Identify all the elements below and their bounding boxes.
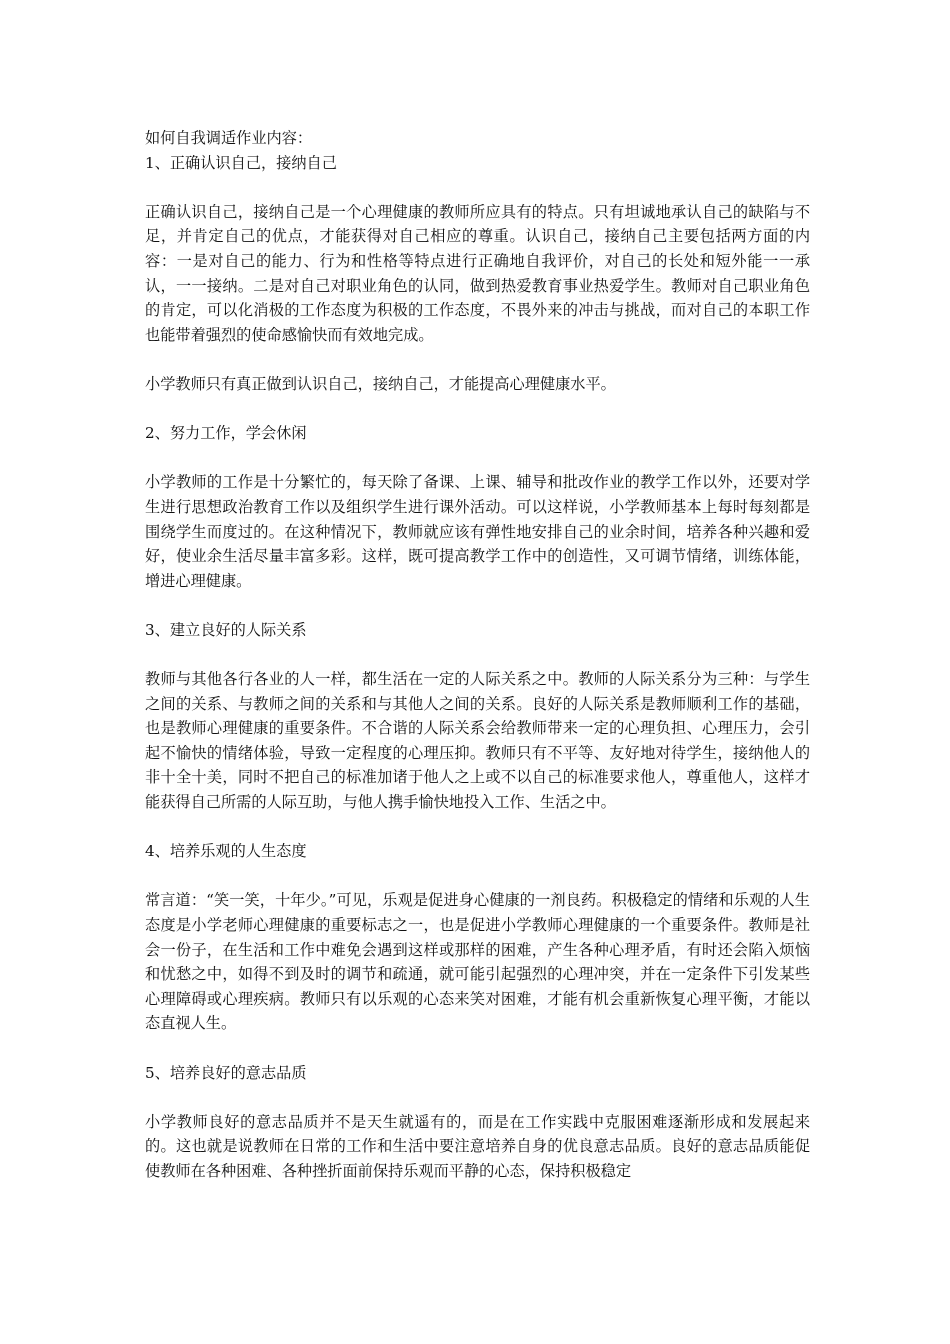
section-5-heading: 5、培养良好的意志品质 (145, 1063, 307, 1082)
blank-line (145, 397, 810, 422)
section-1-paragraph-1: 正确认识自己，接纳自己是一个心理健康的教师所应具有的特点。只有坦诚地承认自己的缺陷与不足，并肯定自己的优点，才能获得对自己相应的尊重。认识自己，接纳自己主要包括两方面的内容：一是对自己的能力、行为和性格等特点进行正确地自我评价，对自己的长处和短外能一一承认，一一接纳。二是对自己对职业角色的认同，做到热爱教育事业热爱学生。教师对自己职业角色的肯定，可以化消极的工作态度为积极的工作态度，不畏外来的冲击与挑战，而对自己的本职工作也能带着强烈的使命感愉快而有效地完成。 (145, 202, 810, 344)
section-2-heading: 2、努力工作，学会休闲 (145, 424, 307, 443)
blank-line (145, 815, 810, 840)
section-4-heading: 4、培养乐观的人生态度 (145, 842, 307, 861)
document-title: 如何自我调适作业内容： (145, 129, 313, 147)
section-3-heading: 3、建立良好的人际关系 (145, 620, 307, 639)
blank-line (145, 446, 810, 471)
document-body (145, 126, 810, 1184)
section-3-paragraph-1: 教师与其他各行各业的人一样，都生活在一定的人际关系之中。教师的人际关系分为三种：与学生之间的关系、与教师之间的关系和与其他人之间的关系。良好的人际关系是教师顺利工作的基础，也是教师心理健康的重要条件。不合谐的人际关系会给教师带来一定的心理负担、心理压力，会引起不愉快的情绪体验，导致一定程度的心理压抑。教师只有不平等、友好地对待学生，接纳他人的非十全十美，同时不把自己的标准加诸于他人之上或不以自己的标准要求他人，尊重他人，这样才能获得自己所需的人际互助，与他人携手愉快地投入工作、生活之中。 (145, 670, 810, 812)
section-1-heading: 1、正确认识自己，接纳自己 (145, 153, 337, 172)
blank-line (145, 642, 810, 667)
section-2-paragraph-1: 小学教师的工作是十分繁忙的，每天除了备课、上课、辅导和批改作业的教学工作以外，还要对学生进行思想政治教育工作以及组织学生进行课外活动。可以这样说，小学教师基本上每时每刻都是围绕学生而度过的。在这种情况下，教师就应该有弹性地安排自己的业余时间，培养各种兴趣和爱好，使业余生活尽量丰富多彩。这样，既可提高教学工作中的创造性，又可调节情绪，训练体能，增进心理健康。 (145, 473, 810, 590)
blank-line (145, 347, 810, 372)
blank-line (145, 175, 810, 200)
section-1-paragraph-2: 小学教师只有真正做到认识自己，接纳自己，才能提高心理健康水平。 (145, 374, 616, 393)
section-5-paragraph-1: 小学教师良好的意志品质并不是天生就遥有的，而是在工作实践中克服困难逐渐形成和发展起来的。这也就是说教师在日常的工作和生活中要注意培养自身的优良意志品质。良好的意志品质能促使教师在各种困难、各种挫折面前保持乐观而平静的心态，保持积极稳定 (145, 1112, 810, 1180)
section-4-paragraph-1: 常言道：“笑一笑，十年少。”可见，乐观是促进身心健康的一剂良药。积极稳定的情绪和乐观的人生态度是小学老师心理健康的重要标志之一，也是促进小学教师心理健康的一个重要条件。教师是社会一份子，在生活和工作中难免会遇到这样或那样的困难，产生各种心理矛盾，有时还会陷入烦恼和忧愁之中，如得不到及时的调节和疏通，就可能引起强烈的心理冲突，并在一定条件下引发某些心理障碍或心理疾病。教师只有以乐观的心态来笑对困难，才能有机会重新恢复心理平衡，才能以态直视人生。 (145, 891, 810, 1033)
blank-line (145, 864, 810, 889)
blank-line (145, 1085, 810, 1110)
blank-line (145, 593, 810, 618)
blank-line (145, 1036, 810, 1061)
